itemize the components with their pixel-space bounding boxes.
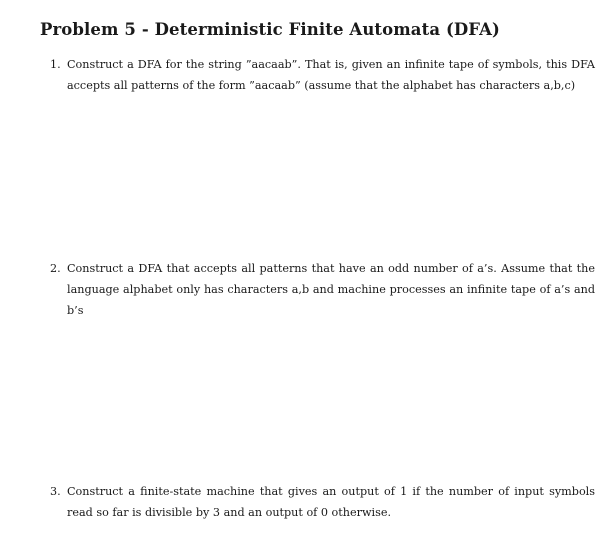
problem-text: Construct a finite-state machine that gives an output of 1 if the number of input symbols read so far is divisible by 3 and an output of 0 otherwise. <box>67 485 595 519</box>
problem-number: 1. <box>50 58 61 71</box>
problem-item-1 <box>50 54 595 96</box>
problem-text: Construct a DFA that accepts all patterns that have an odd number of a’s. Assume that the language alphabet only has characters a,b and machine processes an infinite tape of a’s and b’s <box>67 262 595 317</box>
problem-item-2 <box>50 258 595 321</box>
problem-title: Problem 5 - Deterministic Finite Automata (DFA) <box>40 20 500 39</box>
problem-item-3 <box>50 481 595 523</box>
problem-number: 3. <box>50 485 61 498</box>
problem-number: 2. <box>50 262 61 275</box>
problem-text: Construct a DFA for the string ”aacaab”. That is, given an infinite tape of symbols, this DFA accepts all patterns of the form ”aacaab” (assume that the alphabet has characters a,b,c) <box>67 58 595 92</box>
